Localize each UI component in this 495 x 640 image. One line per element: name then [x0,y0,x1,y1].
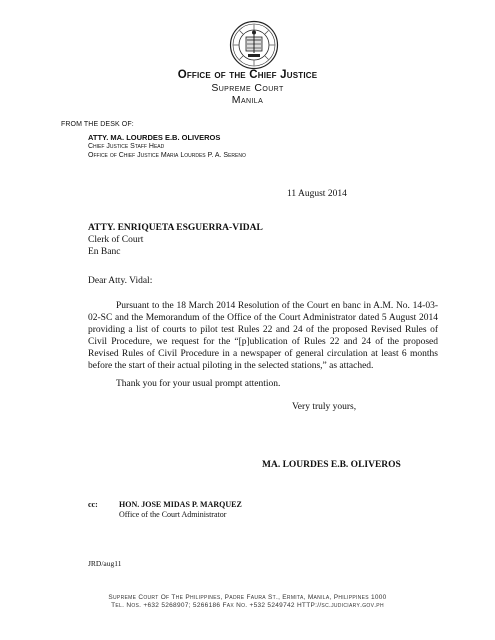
addressee-unit: En Banc [88,247,121,257]
sender-office: Office of Chief Justice Maria Lourdes P. A. Sereno [88,152,246,159]
footer-address: Supreme Court Of The Philippines, Padre Faura St., Ermita, Manila, Philippines 1000 [108,594,387,601]
thanks-line: Thank you for your usual prompt attention. [116,379,281,389]
closing-line: Very truly yours, [292,402,357,412]
footer-contact: Tel. Nos. +632 5268907; 5266186 Fax No. +532 5249742 HTTP://sc.judiciary.gov.ph [111,602,384,609]
supreme-court-seal-icon [229,20,279,70]
office-title: Office of the Chief Justice [177,69,318,81]
salutation: Dear Atty. Vidal: [88,276,153,286]
letter-date: 11 August 2014 [287,189,347,199]
sender-block [88,133,246,160]
from-desk-label: FROM THE DESK OF: [61,121,134,128]
sender-name: ATTY. MA. LOURDES E.B. OLIVEROS [88,133,221,142]
signer-name: MA. LOURDES E.B. OLIVEROS [262,460,401,470]
reference-code: JRD/aug11 [88,559,122,568]
city-name: Manila [231,94,264,106]
cc-label: cc: [88,500,98,509]
body-paragraph: Pursuant to the 18 March 2014 Resolution of the Court en banc in A.M. No. 14-03-02-SC and the Memorandum of the Office of the Court Administrator dated 5 August 2014 providing a list of courts to pilot test Rules 22 and 24 of the proposed Revised Rules of Civil Procedure, we request for the “[p]ublication of Rules 22 and 24 of the proposed Revised Rules of Civil Procedure in a newspaper of general circulation at least 6 months before the start of their actual piloting in the selected stations,” as attached. [88,301,438,371]
addressee-position: Clerk of Court [88,235,144,245]
addressee-name: ATTY. ENRIQUETA ESGUERRA-VIDAL [88,223,263,233]
cc-office: Office of the Court Administrator [119,510,227,519]
court-name: Supreme Court [211,82,284,94]
cc-block [119,500,242,520]
sender-title: Chief Justice Staff Head [88,143,165,150]
addressee-block [88,222,263,258]
cc-name: HON. JOSE MIDAS P. MARQUEZ [119,500,242,509]
